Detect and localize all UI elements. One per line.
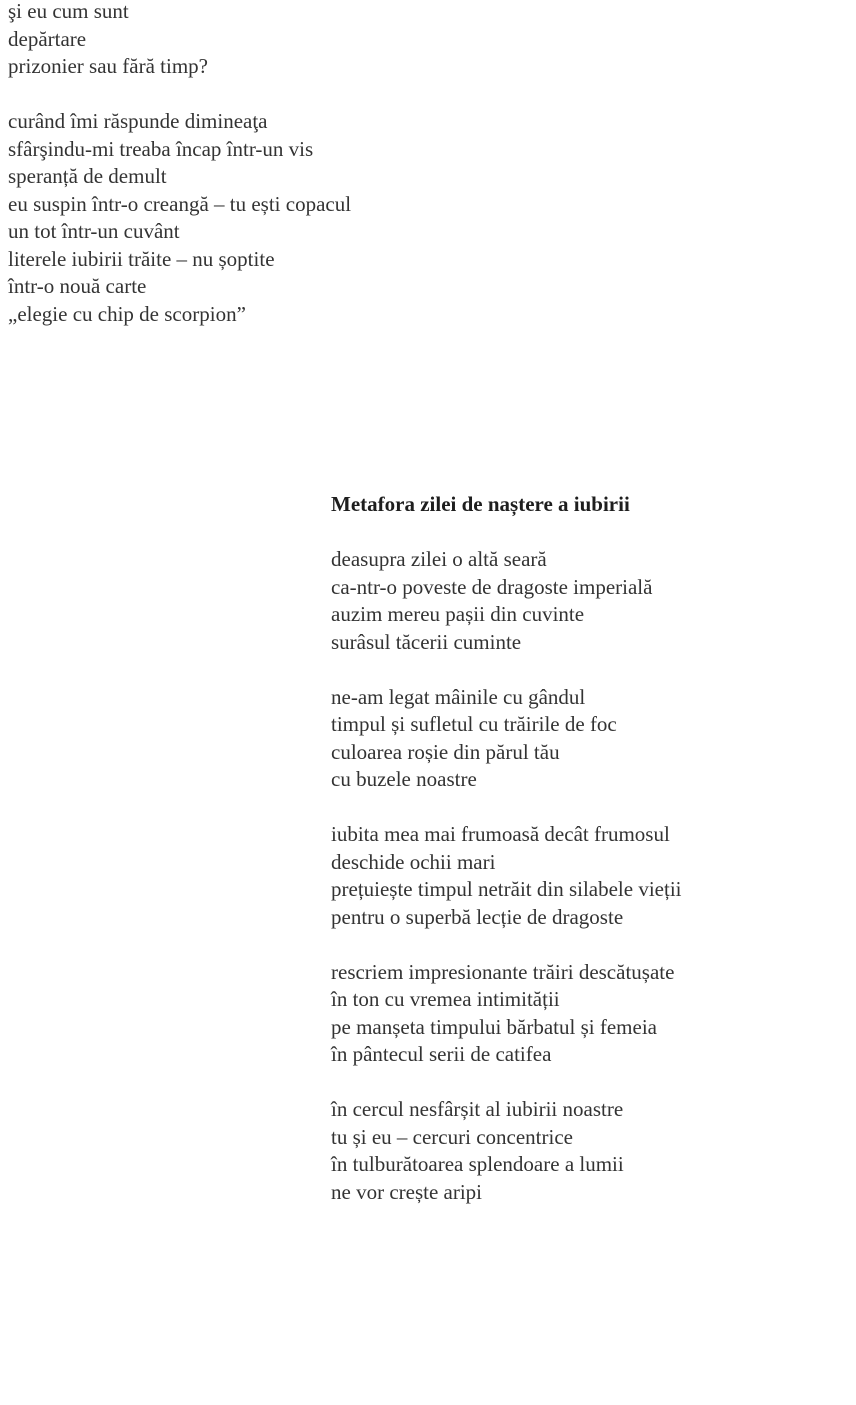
bottom-poem: [331, 491, 682, 1206]
poem-line: speranță de demult: [8, 164, 167, 188]
stanza-gap: [331, 519, 682, 547]
poem-line: ne-am legat mâinile cu gândul: [331, 684, 586, 709]
poem-line: cu buzele noastre: [331, 767, 477, 791]
stanza: [8, 108, 351, 328]
poem-line: în pântecul serii de catifea: [331, 1042, 552, 1066]
stanza-gap: [331, 931, 682, 959]
poem-line: tu și eu – cercuri concentrice: [331, 1124, 573, 1149]
poem-line: auzim mereu pașii din cuvinte: [331, 602, 585, 626]
poem-line: iubita mea mai frumoasă decât frumosul: [331, 822, 670, 846]
stanza: [331, 821, 682, 931]
poem-title: Metafora zilei de naștere a iubirii: [331, 492, 630, 516]
top-poem: [8, 0, 351, 328]
poem-line: culoarea roșie din părul tău: [331, 739, 560, 764]
poem-line: sfârşindu-mi treaba încap într-un vis: [8, 136, 314, 161]
stanza: [331, 684, 682, 794]
stanza: [331, 959, 682, 1069]
poem-line: în cercul nesfârșit al iubirii noastre: [331, 1097, 624, 1121]
poem-line: pe manșeta timpului bărbatul și femeia: [331, 1014, 657, 1039]
poem-line: deschide ochii mari: [331, 849, 496, 874]
poem-line: prețuiește timpul netrăit din silabele vieții: [331, 877, 682, 901]
stanza-gap: [331, 794, 682, 822]
poem-line: un tot într-un cuvânt: [8, 219, 180, 243]
poem-line: într-o nouă carte: [8, 274, 147, 298]
poem-line: timpul și sufletul cu trăirile de foc: [331, 712, 617, 736]
stanza: [331, 546, 682, 656]
poem-line: pentru o superbă lecție de dragoste: [331, 904, 624, 929]
poem-line: rescriem impresionante trăiri descătușate: [331, 959, 675, 984]
poem-line: deasupra zilei o altă seară: [331, 547, 547, 571]
poem-line: literele iubirii trăite – nu șoptite: [8, 246, 275, 271]
poem-line: „elegie cu chip de scorpion”: [8, 301, 246, 326]
stanza: [331, 1096, 682, 1206]
poem-line: depărtare: [8, 26, 87, 51]
poem-line: ne vor crește aripi: [331, 1179, 483, 1204]
poem-line: surâsul tăcerii cuminte: [331, 629, 522, 654]
poem-line: curând îmi răspunde dimineaţa: [8, 109, 268, 133]
stanza-gap: [331, 1069, 682, 1097]
poem-line: prizonier sau fără timp?: [8, 54, 208, 78]
stanza: [8, 0, 351, 81]
poem-line: în tulburătoarea splendoare a lumii: [331, 1152, 624, 1176]
stanza-gap: [331, 656, 682, 684]
stanza-gap: [8, 81, 351, 109]
poem-line: ca-ntr-o poveste de dragoste imperială: [331, 574, 653, 599]
poem-line: în ton cu vremea intimității: [331, 987, 560, 1011]
poem-line: eu suspin într-o creangă – tu ești copacul: [8, 191, 352, 216]
poem-line: şi eu cum sunt: [8, 0, 129, 23]
